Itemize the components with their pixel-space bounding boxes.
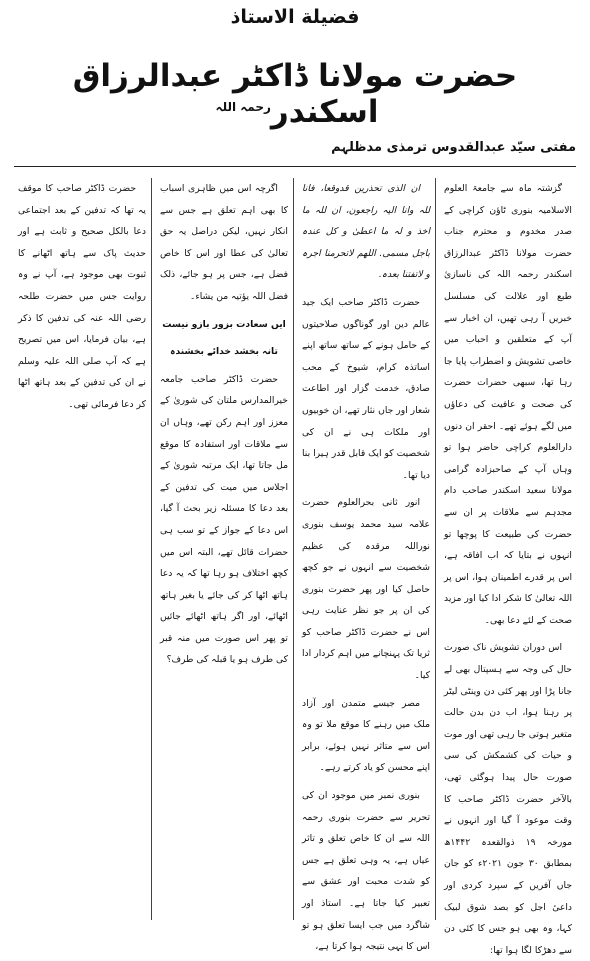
paragraph: حضرت ڈاکٹر صاحب کا موقف یہ تھا کہ تدفین کے بعد اجتماعی دعا بالکل صحیح و ثابت ہے اور حدیث پاک سے ہاتھ اٹھانے کا ثبوت بھی موجود ہے، آپ نے وہ روایت جس میں حضرت طلحہ رضی اللہ عنہ کی تدفین کا ذکر ہے، بیان فرمایا، اس میں تصریح ہے کہ آپ صلی اللہ علیہ وسلم نے ان کی تدفین کے بعد ہاتھ اٹھا کر دعا فرمائی تھی۔ xyxy=(18,183,146,410)
paragraph: انور ثانی بحرالعلوم حضرت علامہ سید محمد یوسف بنوری نوراللہ مرقدہ کی عظیم شخصیت سے انہوں نے جو کچھ حاصل کیا اور پھر حضرت بنوری کی ان پر جو نظر عنایت رہی اس نے حضرت ڈاکٹر صاحب کو ثریا تک پہنچانے میں اہم کردار ادا کیا۔ xyxy=(302,497,430,682)
article-kicker: فضيلة الاستاذ xyxy=(230,6,360,28)
byline: مفتی سیّد عبدالقدوس ترمذی مدظلہم xyxy=(331,140,576,155)
article-headline xyxy=(0,58,590,130)
column-4 xyxy=(18,178,146,920)
verse-line: ایں سعادت بزور بازو نیست xyxy=(162,318,286,330)
column-1 xyxy=(444,178,572,956)
paragraph: حضرت ڈاکٹر صاحب جامعہ خیرالمدارس ملتان کی شوریٰ کے معزز اور اہم رکن تھے، وہاں ان سے ملاقات اور استفادہ کا موقع مل جاتا تھا، ایک مرتبہ شوریٰ کے اجلاس میں میت کی تدفین کے بعد دعا کا مسئلہ زیر بحث آ گیا، اس دعا کے جواز کے تو سب ہی حضرات قائل تھے، البتہ اس میں کچھ اختلاف ہو رہا تھا کہ یہ دعا ہاتھ اٹھا کر کی جائے یا بغیر ہاتھ اٹھائے، اور اگر ہاتھ اٹھائے جائیں تو پھر اس صورت میں منہ قبر کی طرف ہو یا قبلہ کی طرف؟ xyxy=(160,373,288,666)
column-3 xyxy=(160,178,288,920)
paragraph: اگرچہ اس میں ظاہری اسباب کا بھی اہم تعلق ہے جس سے انکار نہیں، لیکن دراصل یہ حق تعالیٰ کی عطا اور اس کا خاص فضل ہے، جس پر ہو جائے، ذلک فضل اللہ یؤتیہ من یشاء۔ xyxy=(160,183,288,302)
column-separator xyxy=(293,178,294,920)
paragraph: اس دوران تشویش ناک صورت حال کی وجہ سے ہسپتال بھی لے جانا پڑا اور پھر کئی دن وینٹی لیٹر پر رہنا ہوا، اب دن بدن حالت متغیر ہوتی جا رہی تھی اور موت و حیات کی کشمکش کی سی صورت حال پیدا ہوگئی تھی، بالآخر حضرت ڈاکٹر صاحب کا وقت موعود آ گیا اور انہوں نے مورخہ ۱۹ ذوالقعدہ ۱۴۴۲ھ بمطابق ۳۰ جون ۲۰۲۱ء کو جان جاں آفریں کے سپرد کردی اور داعیٔ اجل کو بصد شوق لبیک کہا، وہ بھی ہو جس کا کئی دن سے دھڑکا لگا ہوا تھا: xyxy=(444,642,572,956)
article-columns xyxy=(14,178,576,956)
column-separator xyxy=(151,178,152,920)
paragraph: بنوری نمبر میں موجود ان کی تحریر سے حضرت بنوری رحمہ اللہ سے ان کا خاص تعلق و تاثر عیاں ہے، یہ وہی تعلق ہے جس کو شدت محبت اور عشق سے تعبیر کیا جاتا ہے۔ استاذ اور شاگرد میں جب ایسا تعلق ہو تو اس کا یہی نتیجہ ہوا کرتا ہے، xyxy=(302,790,430,953)
byline-rule xyxy=(14,166,576,167)
paragraph: گزشتہ ماہ سے جامعۃ العلوم الاسلامیہ بنوری ٹاؤن کراچی کے صدر مخدوم و محترم جناب حضرت مولانا ڈاکٹر عبدالرزاق اسکندر رحمہ اللہ کی ناسازیٔ طبع اور علالت کی مسلسل خبریں آ رہی تھیں، ان اخبار سے آپ کے متعلقین و احباب میں خاصی تشویش و اضطراب پایا جا رہا تھا، سبھی حضرات حضرت کی صحت و عافیت کی دعاؤں میں لگے ہوئے تھے۔ احقر ان دنوں دارالعلوم کراچی حاضر ہوا تو وہاں آپ کے صاحبزادہ گرامی مولانا سعید اسکندر صاحب دام مجدہم سے ملاقات پر ان سے حضرت کی طبیعت کا پوچھا تو انہوں نے بتایا کہ اب افاقہ ہے، اس پر قدرے اطمینان ہوا، اس پر اللہ تعالیٰ کا شکر ادا کیا اور مزید صحت کے لئے دعا بھی۔ xyxy=(444,183,572,626)
paragraph: حضرت ڈاکٹر صاحب ایک جید عالم دین اور گوناگوں صلاحیتوں کے حامل ہونے کے ساتھ ساتھ اپنے اساتذہ کرام، شیوخ کے محب صادق، خدمت گزار اور اطاعت شعار اور جاں نثار تھے، ان خوبیوں اور ملکات ہی نے ان کی شخصیت کو ایک قابل قدر ہیرا بنا دیا تھا۔ xyxy=(302,296,430,481)
honorific: رحمہ اللہ xyxy=(215,99,271,114)
headline-text: حضرت مولانا ڈاکٹر عبدالرزاق اسکندر xyxy=(72,58,518,130)
verse-line: تانہ بخشد خدائے بخشندہ xyxy=(170,346,278,358)
paragraph: مصر جیسے متمدن اور آزاد ملک میں رہنے کا موقع ملا تو وہ اس سے متاثر نہیں ہوئے، برابر اپنے محسن کو یاد کرتے رہے۔ xyxy=(302,697,430,774)
arabic-supplication: ان الذی تحذرین قدوقعا، فانا للہ وانا الیہ راجعون، ان للہ ما اخذ و لہ ما اعطیٰ و کل عندہ باجل مسمی. اللھم لاتحرمنا اجرہ و لاتفتنا بعدہ. xyxy=(302,183,430,281)
column-2 xyxy=(302,178,430,953)
column-separator xyxy=(435,178,436,920)
